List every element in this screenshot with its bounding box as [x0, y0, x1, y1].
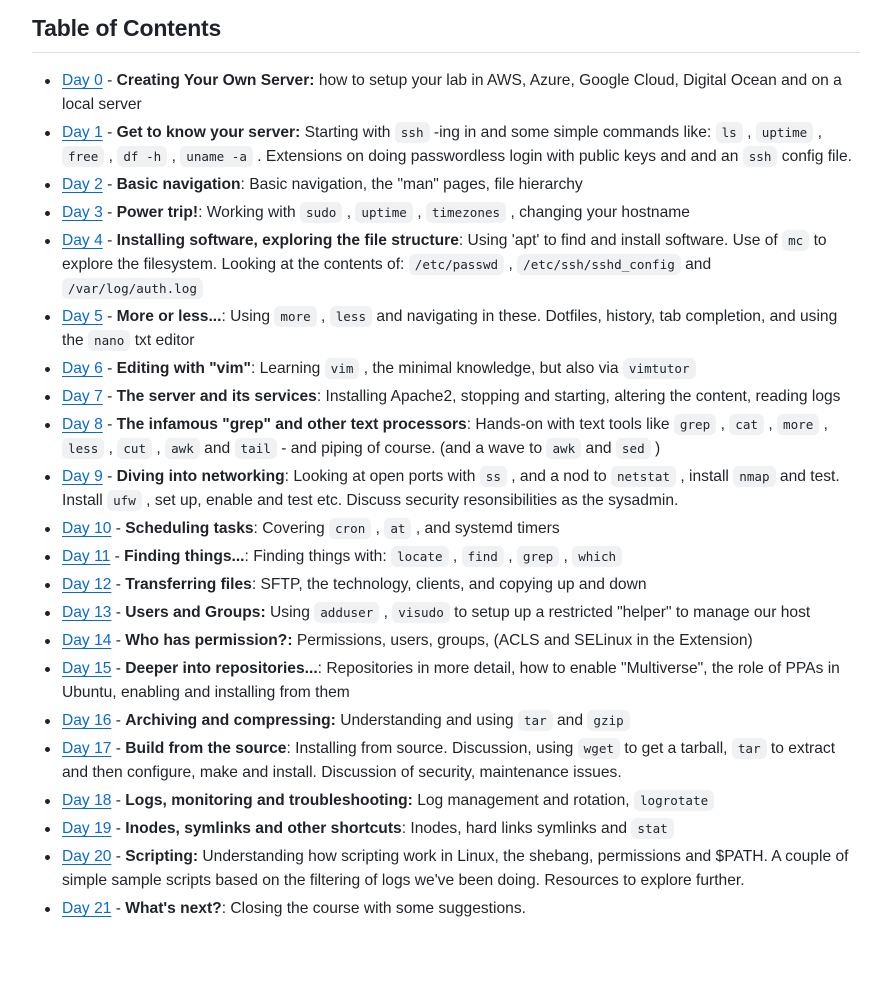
inline-code: grep	[674, 414, 716, 435]
separator: -	[111, 712, 126, 729]
bullet-icon	[45, 719, 50, 724]
description-text: Inodes, hard links symlinks and	[406, 820, 632, 837]
day-link[interactable]: Day 17	[62, 740, 112, 757]
description-text: and	[680, 256, 712, 273]
item-title: Build from the source	[125, 740, 287, 757]
description-text: Learning	[255, 360, 325, 377]
inline-code: cron	[329, 518, 371, 539]
item-title: Basic navigation	[116, 176, 241, 193]
toc-item	[62, 517, 860, 541]
separator: -	[111, 604, 126, 621]
title-colon: :	[198, 204, 203, 221]
day-link[interactable]: Day 4	[62, 232, 103, 249]
description-text: ,	[104, 440, 118, 457]
bullet-icon	[45, 555, 50, 560]
description-text: ,	[412, 204, 426, 221]
description-text: and	[581, 440, 616, 457]
description-text: to explore the filesystem. Looking at the contents of:	[62, 232, 827, 273]
title-colon: :	[192, 848, 199, 865]
description-text: SFTP, the technology, clients, and copying up and down	[256, 576, 647, 593]
description-text: Starting with	[300, 124, 395, 141]
bullet-icon	[45, 423, 50, 428]
toc-item	[62, 737, 860, 785]
separator: -	[102, 124, 117, 141]
separator: -	[111, 820, 126, 837]
inline-code: vimtutor	[623, 358, 696, 379]
separator: -	[102, 204, 117, 221]
day-link[interactable]: Day 0	[62, 72, 103, 89]
separator: -	[111, 520, 126, 537]
inline-code: which	[572, 546, 622, 567]
toc-item	[62, 657, 860, 705]
description-text: Closing the course with some suggestions.	[226, 900, 526, 917]
title-colon: :	[284, 468, 290, 485]
toc-item	[62, 545, 860, 569]
description-text: , and a nod to	[506, 468, 611, 485]
title-colon: :	[316, 388, 322, 405]
description-text: - and piping of course. (and a wave to	[276, 440, 547, 457]
description-text: , and systemd timers	[411, 520, 560, 537]
toc-item	[62, 601, 860, 625]
day-link[interactable]: Day 13	[62, 604, 112, 621]
separator: -	[110, 548, 125, 565]
item-title: The infamous "grep" and other text processors	[116, 416, 467, 433]
description-text: Understanding and using	[335, 712, 518, 729]
description-text: ,	[819, 416, 828, 433]
description-text: Installing from source. Discussion, using	[290, 740, 578, 757]
day-link[interactable]: Day 9	[62, 468, 103, 485]
title-colon: :	[260, 604, 266, 621]
inline-code: awk	[546, 438, 581, 459]
day-link[interactable]: Day 7	[62, 388, 103, 405]
description-text: ,	[371, 520, 385, 537]
inline-code: cut	[117, 438, 152, 459]
title-colon: :	[401, 820, 407, 837]
description-text: ,	[559, 548, 573, 565]
description-text: ,	[316, 308, 330, 325]
description-text: ,	[813, 124, 822, 141]
inline-code: ls	[716, 122, 743, 143]
day-link[interactable]: Day 8	[62, 416, 103, 433]
day-link[interactable]: Day 15	[62, 660, 112, 677]
inline-code: uname -a	[180, 146, 253, 167]
description-text: and navigating in these. Dotfiles, history, tab completion, and using the	[62, 308, 838, 349]
bullet-icon	[45, 667, 50, 672]
description-text: ,	[503, 548, 517, 565]
title-colon: :	[286, 740, 291, 757]
description-text: how to setup your lab in AWS, Azure, Google Cloud, Digital Ocean and on a local server	[62, 72, 842, 113]
description-text: and test. Install	[62, 468, 840, 509]
day-link[interactable]: Day 16	[62, 712, 112, 729]
inline-code: free	[62, 146, 104, 167]
bullet-icon	[45, 827, 50, 832]
inline-code: tail	[235, 438, 277, 459]
toc-item	[62, 413, 860, 461]
item-title: Inodes, symlinks and other shortcuts	[125, 820, 402, 837]
separator: -	[102, 232, 117, 249]
description-text: , set up, enable and test etc. Discuss security resonsibilities as the sysadmin.	[141, 492, 679, 509]
title-colon: :	[407, 792, 413, 809]
separator: -	[111, 900, 126, 917]
description-text: Using 'apt' to find and install software. Use of	[463, 232, 783, 249]
item-title: Deeper into repositories...	[125, 660, 318, 677]
description-text: Working with	[202, 204, 301, 221]
description-text: to get a tarball,	[620, 740, 732, 757]
inline-code: netstat	[611, 466, 676, 487]
toc-item	[62, 845, 860, 893]
item-title: More or less...	[116, 308, 222, 325]
description-text: Permissions, users, groups, (ACLS and SELinux in the Extension)	[292, 632, 753, 649]
day-link[interactable]: Day 6	[62, 360, 103, 377]
item-title: Editing with "vim"	[116, 360, 251, 377]
day-link[interactable]: Day 11	[62, 548, 111, 565]
description-text: , changing your hostname	[506, 204, 690, 221]
description-text: ,	[167, 148, 181, 165]
bullet-icon	[45, 583, 50, 588]
description-text: txt editor	[130, 332, 195, 349]
toc-item	[62, 69, 860, 117]
title-colon: :	[458, 232, 464, 249]
toc-item	[62, 629, 860, 653]
inline-code: sed	[616, 438, 651, 459]
inline-code: ufw	[107, 490, 142, 511]
inline-code: nano	[88, 330, 130, 351]
inline-code: nmap	[733, 466, 775, 487]
description-text: Installing Apache2, stopping and starting, altering the content, reading logs	[321, 388, 841, 405]
title-colon: :	[287, 632, 293, 649]
day-link[interactable]: Day 10	[62, 520, 112, 537]
title-colon: :	[317, 660, 322, 677]
description-text: , install	[676, 468, 734, 485]
inline-code: at	[384, 518, 411, 539]
day-link[interactable]: Day 5	[62, 308, 103, 325]
day-link[interactable]: Day 21	[62, 900, 112, 917]
inline-code: tar	[732, 738, 767, 759]
bullet-icon	[45, 527, 50, 532]
inline-code: wget	[578, 738, 620, 759]
separator: -	[111, 576, 126, 593]
title-colon: :	[253, 520, 258, 537]
item-title: Logs, monitoring and troubleshooting	[125, 792, 408, 809]
toc-item	[62, 385, 860, 409]
title-colon: :	[221, 308, 226, 325]
description-text: and	[552, 712, 588, 729]
bullet-icon	[45, 131, 50, 136]
item-title: Finding things...	[124, 548, 245, 565]
title-colon: :	[309, 72, 315, 89]
description-text: Using	[225, 308, 275, 325]
title-colon: :	[244, 548, 249, 565]
toc-item	[62, 897, 860, 921]
inline-code: ssh	[395, 122, 430, 143]
inline-code: sudo	[300, 202, 342, 223]
toc-item	[62, 305, 860, 353]
description-text: ,	[104, 148, 118, 165]
title-colon: :	[251, 576, 257, 593]
inline-code: stat	[631, 818, 673, 839]
item-title: Who has permission?	[125, 632, 288, 649]
inline-code: tar	[518, 710, 553, 731]
description-text: ,	[448, 548, 462, 565]
inline-code: grep	[517, 546, 559, 567]
description-text: -ing in and some simple commands like:	[429, 124, 716, 141]
day-link[interactable]: Day 18	[62, 792, 112, 809]
inline-code: less	[330, 306, 372, 327]
inline-code: visudo	[392, 602, 450, 623]
inline-code: df -h	[117, 146, 167, 167]
toc-item	[62, 357, 860, 381]
inline-code: vim	[325, 358, 360, 379]
inline-code: /etc/passwd	[409, 254, 504, 275]
description-text: Basic navigation, the "man" pages, file hierarchy	[244, 176, 583, 193]
bullet-icon	[45, 799, 50, 804]
description-text: Log management and rotation,	[412, 792, 634, 809]
separator: -	[102, 72, 117, 89]
item-title: The server and its services	[116, 388, 317, 405]
toc-item	[62, 121, 860, 169]
description-text: Repositories in more detail, how to enable "Multiverse", the role of PPAs in Ubuntu, enabling and installing from them	[62, 660, 840, 701]
title-colon: :	[295, 124, 301, 141]
day-link[interactable]: Day 3	[62, 204, 103, 221]
inline-code: awk	[165, 438, 200, 459]
description-text: ,	[742, 124, 756, 141]
inline-code: ss	[480, 466, 507, 487]
bullet-icon	[45, 367, 50, 372]
description-text: and	[199, 440, 235, 457]
bullet-icon	[45, 211, 50, 216]
description-text: ,	[152, 440, 166, 457]
bullet-icon	[45, 395, 50, 400]
bullet-icon	[45, 855, 50, 860]
description-text: ,	[716, 416, 730, 433]
description-text: ,	[763, 416, 777, 433]
toc-item	[62, 465, 860, 513]
separator: -	[102, 388, 117, 405]
description-text: to extract and then configure, make and install. Discussion of security, maintenance issues.	[62, 740, 836, 781]
inline-code: locate	[391, 546, 449, 567]
day-link[interactable]: Day 14	[62, 632, 112, 649]
item-title: What's next?	[125, 900, 222, 917]
bullet-icon	[45, 315, 50, 320]
bullet-icon	[45, 475, 50, 480]
inline-code: cat	[729, 414, 764, 435]
inline-code: /etc/ssh/sshd_config	[517, 254, 681, 275]
description-text: )	[650, 440, 661, 457]
description-text: Using	[265, 604, 315, 621]
inline-code: logrotate	[634, 790, 714, 811]
title-colon: :	[330, 712, 336, 729]
description-text: Finding things with:	[248, 548, 392, 565]
bullet-icon	[45, 747, 50, 752]
inline-code: uptime	[756, 122, 814, 143]
day-link[interactable]: Day 2	[62, 176, 103, 193]
title-colon: :	[250, 360, 256, 377]
description-text: config file.	[777, 148, 852, 165]
description-text: Looking at open ports with	[289, 468, 480, 485]
inline-code: adduser	[314, 602, 379, 623]
title-colon: :	[466, 416, 472, 433]
separator: -	[111, 632, 126, 649]
item-title: Scheduling tasks	[125, 520, 254, 537]
toc-list	[32, 69, 860, 921]
day-link[interactable]: Day 1	[62, 124, 103, 141]
inline-code: more	[274, 306, 316, 327]
separator: -	[111, 740, 126, 757]
toc-item	[62, 573, 860, 597]
description-text: ,	[379, 604, 393, 621]
item-title: Transferring files	[125, 576, 252, 593]
item-title: Archiving and compressing	[125, 712, 331, 729]
separator: -	[111, 660, 126, 677]
inline-code: less	[62, 438, 104, 459]
toc-item	[62, 173, 860, 197]
item-title: Creating Your Own Server	[116, 72, 310, 89]
item-title: Get to know your server	[116, 124, 296, 141]
item-title: Power trip!	[116, 204, 199, 221]
inline-code: gzip	[587, 710, 629, 731]
toc-item	[62, 709, 860, 733]
description-text: . Extensions on doing passwordless login with public keys and and an	[252, 148, 743, 165]
separator: -	[102, 176, 117, 193]
description-text: ,	[342, 204, 356, 221]
item-title: Users and Groups	[125, 604, 261, 621]
toc-heading: Table of Contents	[32, 10, 860, 53]
inline-code: mc	[782, 230, 809, 251]
bullet-icon	[45, 79, 50, 84]
description-text: Covering	[257, 520, 329, 537]
toc-item	[62, 789, 860, 813]
description-text: ,	[504, 256, 518, 273]
separator: -	[102, 468, 117, 485]
day-link[interactable]: Day 20	[62, 848, 112, 865]
item-title: Scripting	[125, 848, 193, 865]
inline-code: ssh	[743, 146, 778, 167]
inline-code: timezones	[426, 202, 506, 223]
toc-item	[62, 817, 860, 841]
description-text: Hands-on with text tools like	[471, 416, 674, 433]
inline-code: find	[462, 546, 504, 567]
bullet-icon	[45, 183, 50, 188]
title-colon: :	[240, 176, 245, 193]
inline-code: more	[777, 414, 819, 435]
description-text: to setup up a restricted "helper" to manage our host	[449, 604, 811, 621]
separator: -	[111, 848, 126, 865]
day-link[interactable]: Day 19	[62, 820, 112, 837]
bullet-icon	[45, 611, 50, 616]
bullet-icon	[45, 239, 50, 244]
separator: -	[102, 416, 117, 433]
title-colon: :	[221, 900, 227, 917]
description-text: Understanding how scripting work in Linux, the shebang, permissions and $PATH. A couple of simple sample scripts based on the filtering of logs we've been doing. Resources to explore further.	[62, 848, 849, 889]
toc-item	[62, 229, 860, 301]
bullet-icon	[45, 907, 50, 912]
separator: -	[111, 792, 126, 809]
inline-code: /var/log/auth.log	[62, 278, 203, 299]
day-link[interactable]: Day 12	[62, 576, 112, 593]
separator: -	[102, 360, 117, 377]
toc-item	[62, 201, 860, 225]
inline-code: uptime	[355, 202, 413, 223]
item-title: Diving into networking	[116, 468, 285, 485]
item-title: Installing software, exploring the file structure	[116, 232, 459, 249]
bullet-icon	[45, 639, 50, 644]
separator: -	[102, 308, 117, 325]
description-text: , the minimal knowledge, but also via	[359, 360, 623, 377]
